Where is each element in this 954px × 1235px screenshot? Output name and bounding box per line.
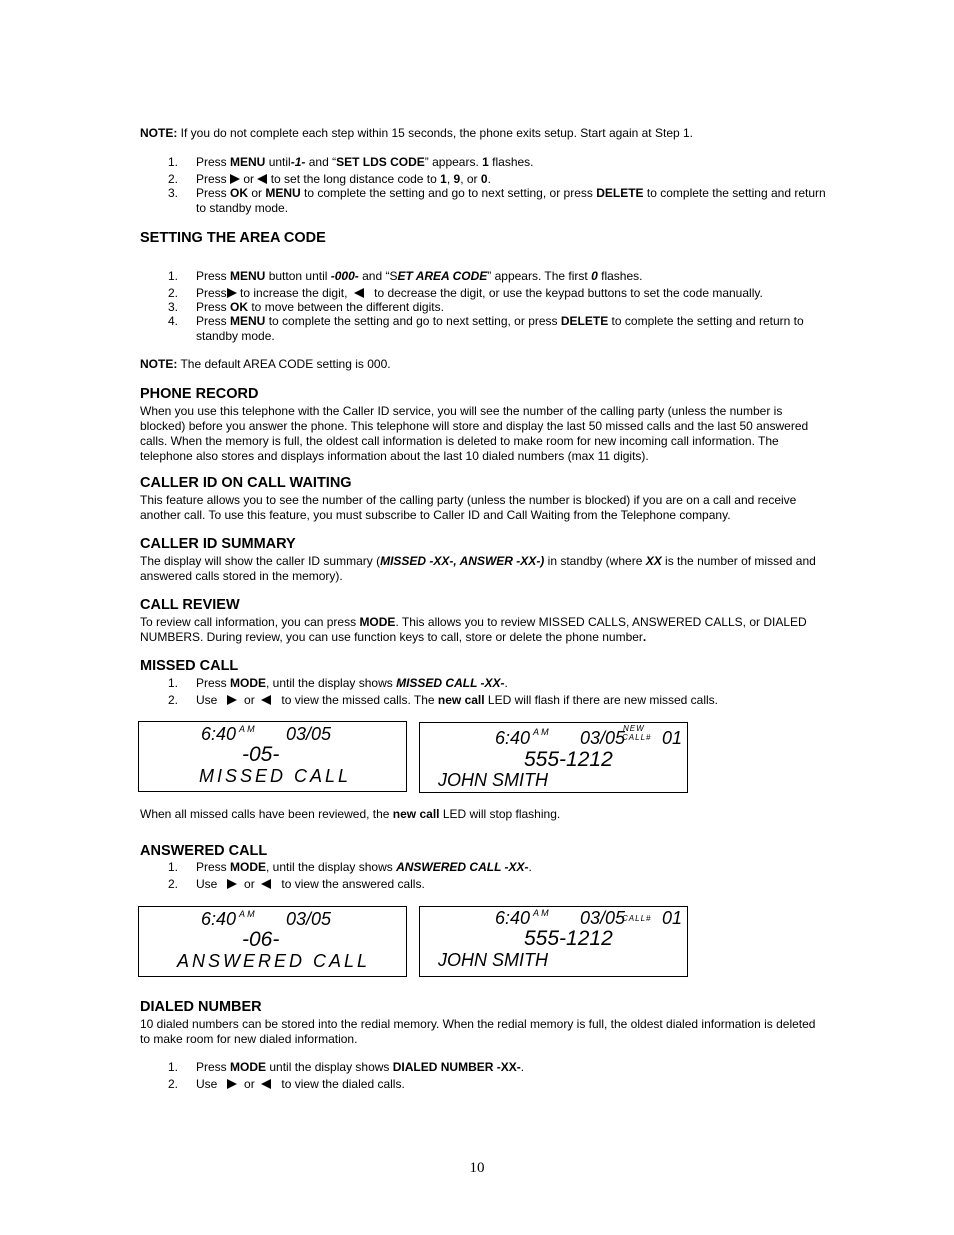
lcd-label: ANSWERED CALL [177, 951, 371, 971]
note-default-area-code: NOTE: The default AREA CODE setting is 000. [140, 357, 391, 371]
lcd-number: 555-1212 [524, 927, 613, 950]
lcd-index: 01 [662, 728, 683, 748]
lcd-new-indicator: NEW [623, 724, 645, 733]
right-arrow-icon [227, 879, 237, 889]
left-arrow-icon [261, 695, 271, 705]
dialed-number-heading: DIALED NUMBER [140, 999, 262, 1015]
lcd-number: 555-1212 [524, 748, 613, 771]
lcd-count: -06- [242, 928, 280, 951]
call-review-heading: CALL REVIEW [140, 597, 240, 613]
answered-call-heading: ANSWERED CALL [140, 843, 268, 859]
lcd-missed-detail [419, 722, 688, 793]
right-arrow-icon [227, 695, 237, 705]
lcd-date: 03/05 [286, 909, 332, 929]
lcd-time: 6:40 [201, 909, 237, 929]
call-review-text: To review call information, you can press MODE. This allows you to review MISSED CALLS, ANSWERED CALLS, or DIALED NUMBERS. During review, you can use function keys to call, store or delete the phone number. [140, 615, 807, 644]
right-arrow-icon [227, 288, 237, 298]
cid-summary-text: The display will show the caller ID summary (MISSED -XX-, ANSWER -XX-) in standby (where XX is the number of missed and answered calls stored in the memory). [140, 554, 816, 583]
lcd-ampm: A M [533, 727, 549, 737]
area-code-heading: SETTING THE AREA CODE [140, 230, 326, 246]
lcd-count: -05- [242, 743, 280, 766]
lcd-index: 01 [662, 908, 683, 928]
right-arrow-icon [230, 174, 240, 184]
lcd-time: 6:40 [495, 908, 531, 928]
lcd-answered-detail [419, 906, 688, 977]
lcd-time: 6:40 [495, 728, 531, 748]
lcd-date: 03/05 [286, 724, 332, 744]
left-arrow-icon [257, 174, 267, 184]
lcd-label: MISSED CALL [199, 766, 352, 786]
dialed-number-text: 10 dialed numbers can be stored into the redial memory. When the redial memory is full, the oldest dialed information is deleted to make room for new dialed information. [140, 1017, 816, 1046]
right-arrow-icon [227, 1079, 237, 1089]
cid-summary-heading: CALLER ID SUMMARY [140, 536, 296, 552]
phone-record-heading: PHONE RECORD [140, 386, 259, 402]
lcd-call-indicator: CALL# [622, 914, 652, 923]
lcd-name: JOHN SMITH [438, 950, 548, 970]
lcd-ampm: A M [533, 908, 549, 918]
lcd-ampm: A M [239, 909, 255, 919]
cid-waiting-heading: CALLER ID ON CALL WAITING [140, 475, 352, 491]
phone-record-text: When you use this telephone with the Caller ID service, you will see the number of the calling party (unless the number is blocked) before you answer the phone. This telephone will store and display the last 50 missed calls and the last 50 answered calls. When the memory is full, the oldest call information is deleted to make room for new incoming call information. The telephone also stores and displays information about the last 10 dialed numbers (max 11 digits). [140, 404, 809, 463]
note-setup-timeout: NOTE: If you do not complete each step within 15 seconds, the phone exits setup. Start again at Step 1. [140, 126, 694, 140]
missed-call-heading: MISSED CALL [140, 658, 239, 674]
lcd-call-indicator: CALL# [622, 733, 652, 742]
lcd-answered-summary [138, 906, 407, 977]
lcd-date: 03/05 [580, 908, 626, 928]
left-arrow-icon [261, 1079, 271, 1089]
page-number: 10 [469, 1160, 485, 1176]
lcd-ampm: A M [239, 724, 255, 734]
left-arrow-icon [354, 288, 364, 298]
left-arrow-icon [261, 879, 271, 889]
lcd-name: JOHN SMITH [438, 770, 548, 790]
lcd-missed-summary [138, 721, 407, 792]
lcd-time: 6:40 [201, 724, 237, 744]
lcd-date: 03/05 [580, 728, 626, 748]
missed-after-text: When all missed calls have been reviewed, the new call LED will stop flashing. [140, 807, 561, 821]
cid-waiting-text: This feature allows you to see the number of the calling party (unless the number is blocked) if you are on a call and receive another call. To use this feature, you must subscribe to Caller ID and Call Waiting from the Telephone company. [140, 493, 797, 522]
